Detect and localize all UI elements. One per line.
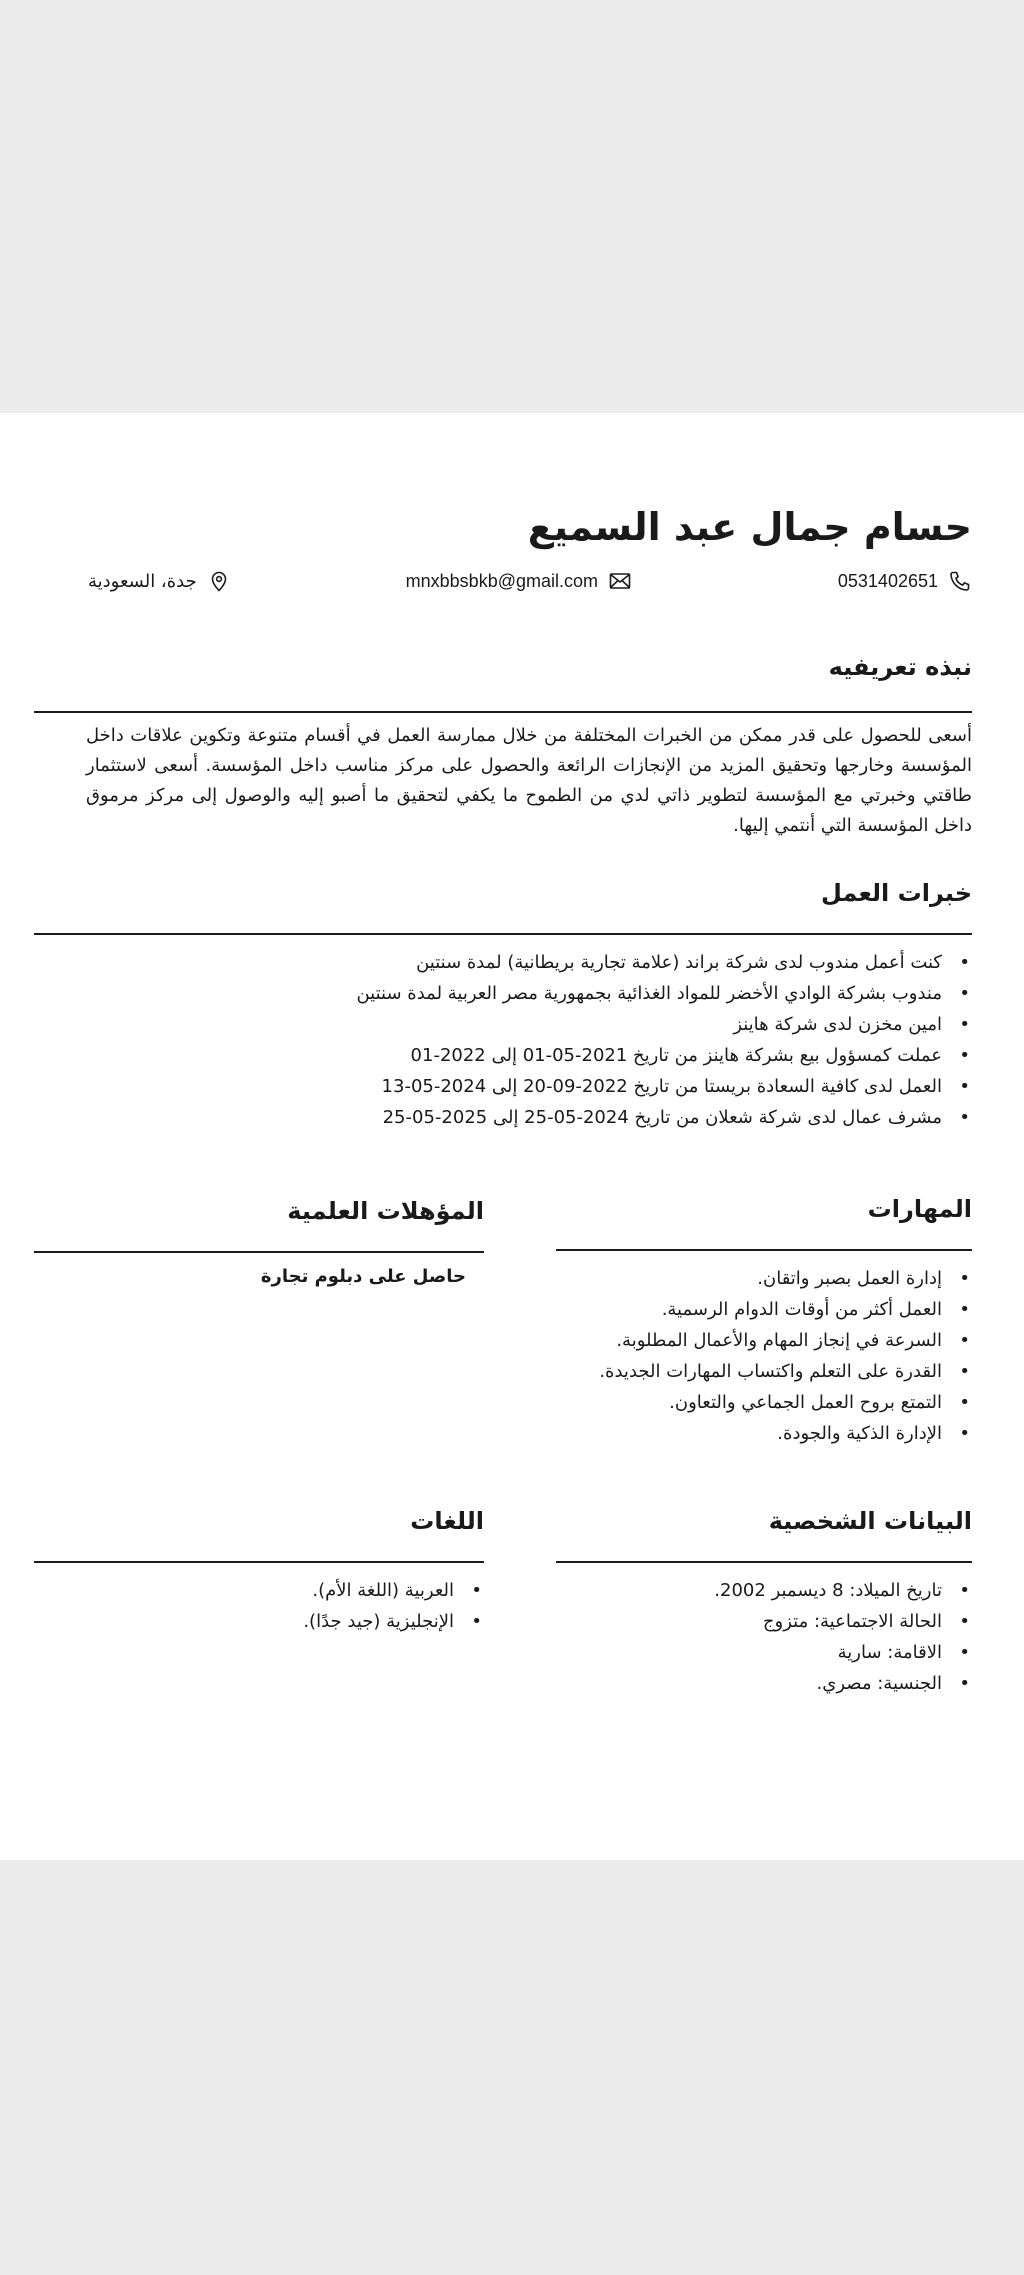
list-item: • كنت أعمل مندوب لدى شركة براند (علامة تجارية بريطانية) لمدة سنتين	[34, 947, 972, 978]
email-address[interactable]: mnxbbsbkb@gmail.com	[405, 570, 598, 591]
qualifications-divider	[34, 1251, 484, 1253]
list-item: • السرعة في إنجاز المهام والأعمال المطلوبة.	[556, 1325, 972, 1356]
summary-divider	[34, 711, 972, 713]
languages-list	[34, 1575, 484, 1637]
list-item: • مشرف عمال لدى شركة شعلان من تاريخ 2024-05-25 إلى 2025-05-25	[34, 1102, 972, 1133]
personal-list	[556, 1575, 972, 1699]
resume-page	[0, 413, 1024, 1860]
list-item: • مندوب بشركة الوادي الأخضر للمواد الغذائية بجمهورية مصر العربية لمدة سنتين	[34, 978, 972, 1009]
candidate-name: حسام جمال عبد السميع	[527, 505, 972, 549]
list-item: • عملت كمسؤول بيع بشركة هاينز من تاريخ 2021-05-01 إلى 2022-01	[34, 1040, 972, 1071]
list-item: • العمل أكثر من أوقات الدوام الرسمية.	[556, 1294, 972, 1325]
map-pin-icon	[207, 569, 231, 593]
skills-divider	[556, 1249, 972, 1251]
list-item: • تاريخ الميلاد: 8 ديسمبر 2002.	[556, 1575, 972, 1606]
experience-title: خبرات العمل	[820, 879, 972, 907]
list-item: • الاقامة: سارية	[556, 1637, 972, 1668]
list-item: • إدارة العمل بصبر واتقان.	[556, 1263, 972, 1294]
phone-number[interactable]: 0531402651	[837, 570, 938, 591]
personal-title: البيانات الشخصية	[768, 1507, 972, 1535]
skills-list	[556, 1263, 972, 1449]
summary-text: أسعى للحصول على قدر ممكن من الخبرات المختلفة من خلال ممارسة العمل في أقسام متنوعة وتكوين علاقات داخل المؤسسة وخارجها وتحقيق المزيد من الإنجازات الرائعة والحصول على مركز مناسب داخل المؤسسة. أسعى لاستثمار طاقتي وخبرتي مع المؤسسة لتطوير ذاتي لدي من الطموح ما يكفي لتحقيق ما أصبو إليه والوصول إلى مركز مرموق داخل المؤسسة التي أنتمي إليها.	[86, 725, 972, 836]
experience-divider	[34, 933, 972, 935]
languages-title: اللغات	[410, 1507, 484, 1535]
contact-location	[88, 569, 231, 593]
contact-phone	[838, 569, 972, 593]
list-item: • الإدارة الذكية والجودة.	[556, 1418, 972, 1449]
location-text: جدة، السعودية	[88, 570, 197, 592]
list-item: • العمل لدى كافية السعادة بريستا من تاريخ 2022-09-20 إلى 2024-05-13	[34, 1071, 972, 1102]
list-item: • الإنجليزية (جيد جدًا).	[34, 1606, 484, 1637]
list-item: • امين مخزن لدى شركة هاينز	[34, 1009, 972, 1040]
list-item: • التمتع بروح العمل الجماعي والتعاون.	[556, 1387, 972, 1418]
list-item: • القدرة على التعلم واكتساب المهارات الجديدة.	[556, 1356, 972, 1387]
contact-email	[406, 569, 632, 593]
list-item: • العربية (اللغة الأم).	[34, 1575, 484, 1606]
personal-divider	[556, 1561, 972, 1563]
summary-title: نبذه تعريفيه	[828, 653, 972, 681]
list-item: • الحالة الاجتماعية: متزوج	[556, 1606, 972, 1637]
skills-title: المهارات	[867, 1195, 972, 1223]
experience-list	[34, 947, 972, 1133]
qualification-text: حاصل على دبلوم تجارة	[260, 1266, 466, 1287]
qualifications-title: المؤهلات العلمية	[287, 1197, 484, 1225]
phone-icon	[948, 569, 972, 593]
languages-divider	[34, 1561, 484, 1563]
list-item: • الجنسية: مصري.	[556, 1668, 972, 1699]
envelope-icon	[608, 569, 632, 593]
